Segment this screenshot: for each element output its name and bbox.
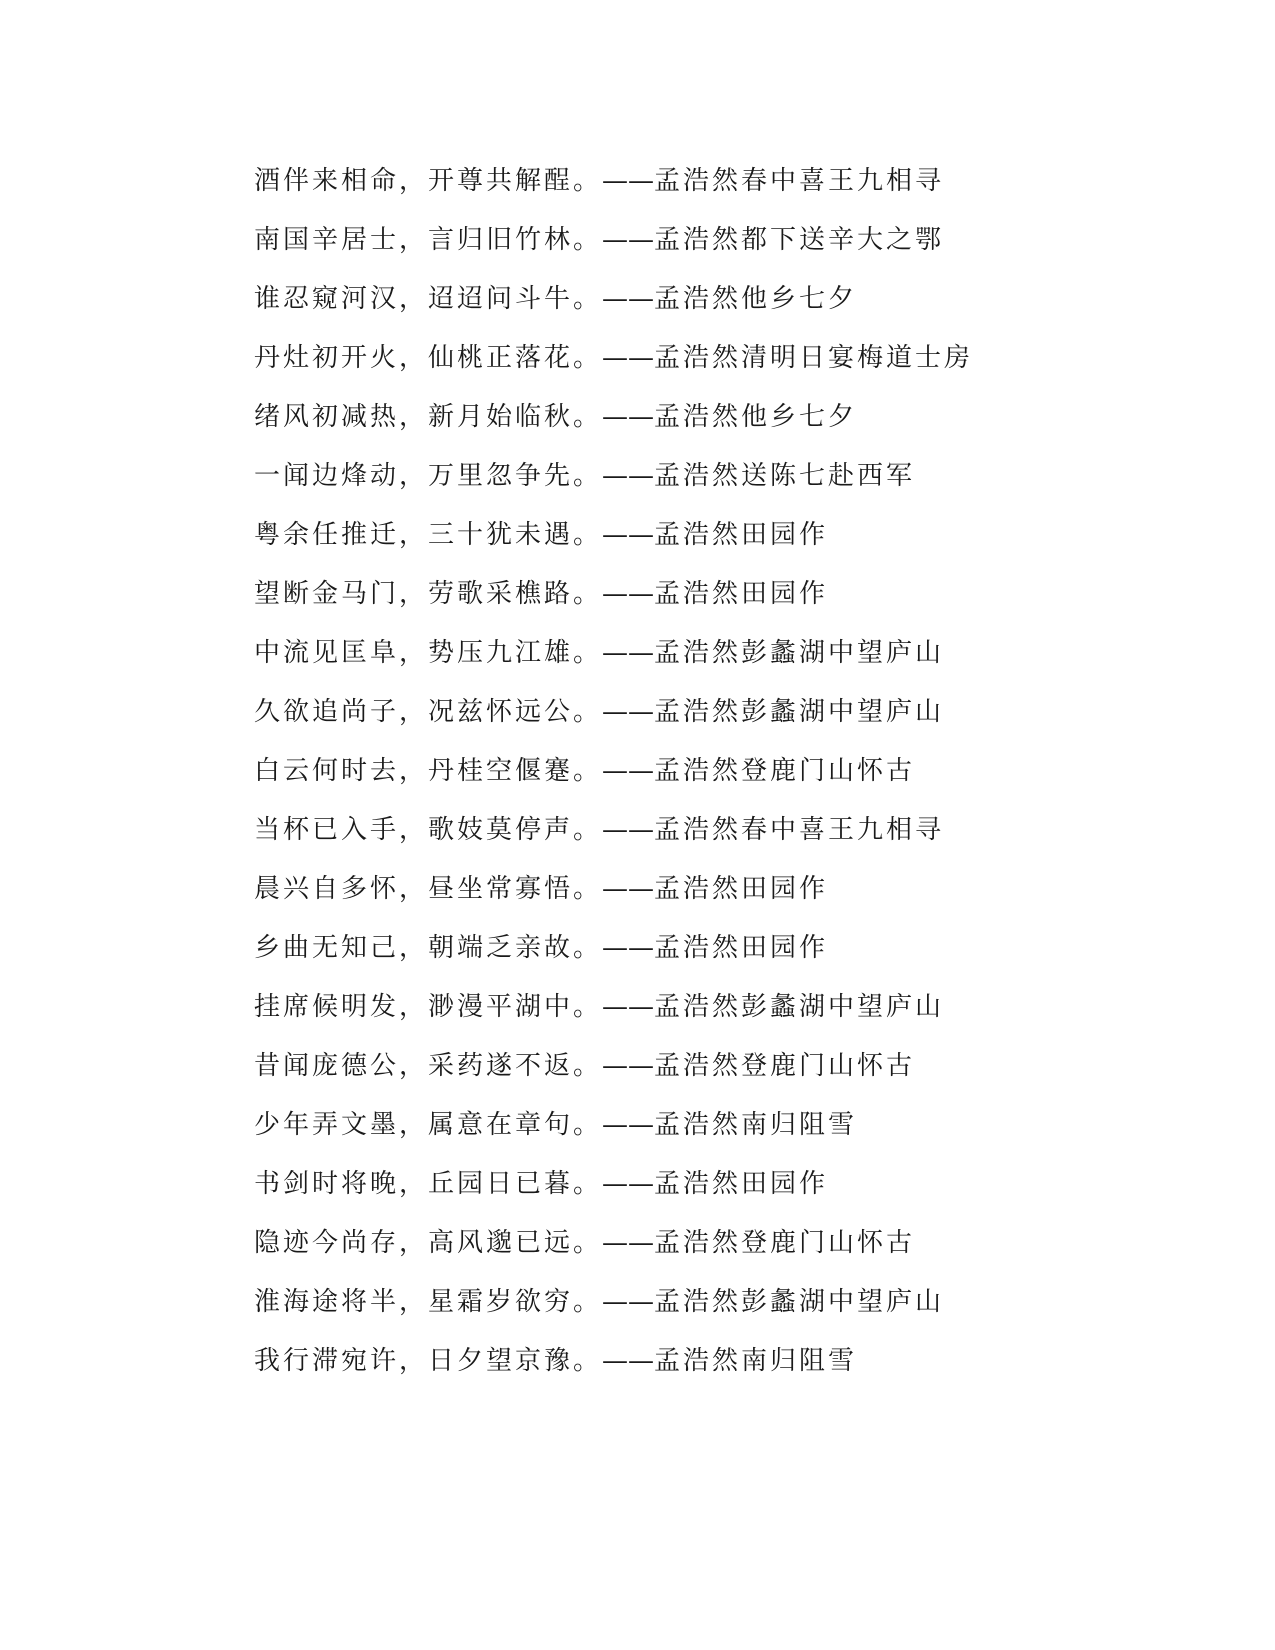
- verse-source: 孟浩然田园作: [654, 874, 829, 904]
- verse-text: 挂席候明发，渺漫平湖中。: [254, 992, 603, 1022]
- em-dash: ——: [602, 756, 655, 786]
- verse-line: [254, 280, 973, 339]
- verse-text: 晨兴自多怀，昼坐常寡悟。: [254, 874, 603, 904]
- verse-text: 少年弄文墨，属意在章句。: [254, 1110, 603, 1140]
- verse-line: [254, 162, 973, 221]
- verse-list: [254, 162, 973, 1401]
- verse-source: 孟浩然田园作: [654, 1169, 829, 1199]
- em-dash: ——: [602, 697, 655, 727]
- verse-line: [254, 1342, 973, 1401]
- verse-source: 孟浩然彭蠡湖中望庐山: [654, 992, 945, 1022]
- verse-text: 我行滞宛许，日夕望京豫。: [254, 1346, 603, 1376]
- em-dash: ——: [602, 166, 655, 196]
- verse-source: 孟浩然南归阻雪: [654, 1346, 858, 1376]
- verse-line: [254, 634, 973, 693]
- verse-line: [254, 929, 973, 988]
- verse-text: 中流见匡阜，势压九江雄。: [254, 638, 603, 668]
- verse-text: 隐迹今尚存，高风邈已远。: [254, 1228, 603, 1258]
- verse-source: 孟浩然春中喜王九相寻: [654, 815, 945, 845]
- verse-source: 孟浩然都下送辛大之鄂: [654, 225, 945, 255]
- verse-text: 望断金马门，劳歌采樵路。: [254, 579, 603, 609]
- verse-text: 谁忍窥河汉，迢迢问斗牛。: [254, 284, 603, 314]
- verse-line: [254, 693, 973, 752]
- verse-line: [254, 221, 973, 280]
- verse-source: 孟浩然清明日宴梅道士房: [654, 343, 974, 373]
- em-dash: ——: [602, 1346, 655, 1376]
- em-dash: ——: [602, 1169, 655, 1199]
- verse-line: [254, 575, 973, 634]
- verse-source: 孟浩然田园作: [654, 579, 829, 609]
- verse-line: [254, 516, 973, 575]
- verse-text: 当杯已入手，歌妓莫停声。: [254, 815, 603, 845]
- em-dash: ——: [602, 815, 655, 845]
- em-dash: ——: [602, 402, 655, 432]
- verse-text: 一闻边烽动，万里忽争先。: [254, 461, 603, 491]
- verse-source: 孟浩然他乡七夕: [654, 402, 858, 432]
- verse-source: 孟浩然春中喜王九相寻: [654, 166, 945, 196]
- em-dash: ——: [602, 1228, 655, 1258]
- em-dash: ——: [602, 1287, 655, 1317]
- verse-source: 孟浩然登鹿门山怀古: [654, 756, 916, 786]
- em-dash: ——: [602, 343, 655, 373]
- verse-text: 书剑时将晚，丘园日已暮。: [254, 1169, 603, 1199]
- em-dash: ——: [602, 1110, 655, 1140]
- verse-line: [254, 752, 973, 811]
- verse-text: 久欲追尚子，况兹怀远公。: [254, 697, 603, 727]
- verse-text: 南国辛居士，言归旧竹林。: [254, 225, 603, 255]
- verse-line: [254, 1106, 973, 1165]
- verse-source: 孟浩然彭蠡湖中望庐山: [654, 1287, 945, 1317]
- verse-text: 粤余任推迁，三十犹未遇。: [254, 520, 603, 550]
- verse-line: [254, 1165, 973, 1224]
- verse-source: 孟浩然登鹿门山怀古: [654, 1051, 916, 1081]
- verse-line: [254, 398, 973, 457]
- verse-source: 孟浩然彭蠡湖中望庐山: [654, 638, 945, 668]
- verse-source: 孟浩然送陈七赴西军: [654, 461, 916, 491]
- em-dash: ——: [602, 992, 655, 1022]
- verse-text: 酒伴来相命，开尊共解酲。: [254, 166, 603, 196]
- verse-line: [254, 457, 973, 516]
- verse-line: [254, 1047, 973, 1106]
- verse-text: 淮海途将半，星霜岁欲穷。: [254, 1287, 603, 1317]
- verse-line: [254, 870, 973, 929]
- verse-line: [254, 988, 973, 1047]
- em-dash: ——: [602, 284, 655, 314]
- verse-source: 孟浩然彭蠡湖中望庐山: [654, 697, 945, 727]
- verse-source: 孟浩然田园作: [654, 520, 829, 550]
- verse-text: 白云何时去，丹桂空偃蹇。: [254, 756, 603, 786]
- em-dash: ——: [602, 933, 655, 963]
- verse-line: [254, 811, 973, 870]
- verse-source: 孟浩然登鹿门山怀古: [654, 1228, 916, 1258]
- verse-line: [254, 1283, 973, 1342]
- em-dash: ——: [602, 461, 655, 491]
- verse-text: 昔闻庞德公，采药遂不返。: [254, 1051, 603, 1081]
- em-dash: ——: [602, 579, 655, 609]
- em-dash: ——: [602, 225, 655, 255]
- verse-line: [254, 1224, 973, 1283]
- verse-source: 孟浩然南归阻雪: [654, 1110, 858, 1140]
- em-dash: ——: [602, 874, 655, 904]
- verse-source: 孟浩然田园作: [654, 933, 829, 963]
- em-dash: ——: [602, 520, 655, 550]
- em-dash: ——: [602, 638, 655, 668]
- verse-line: [254, 339, 973, 398]
- em-dash: ——: [602, 1051, 655, 1081]
- verse-text: 乡曲无知己，朝端乏亲故。: [254, 933, 603, 963]
- verse-source: 孟浩然他乡七夕: [654, 284, 858, 314]
- verse-text: 绪风初减热，新月始临秋。: [254, 402, 603, 432]
- verse-text: 丹灶初开火，仙桃正落花。: [254, 343, 603, 373]
